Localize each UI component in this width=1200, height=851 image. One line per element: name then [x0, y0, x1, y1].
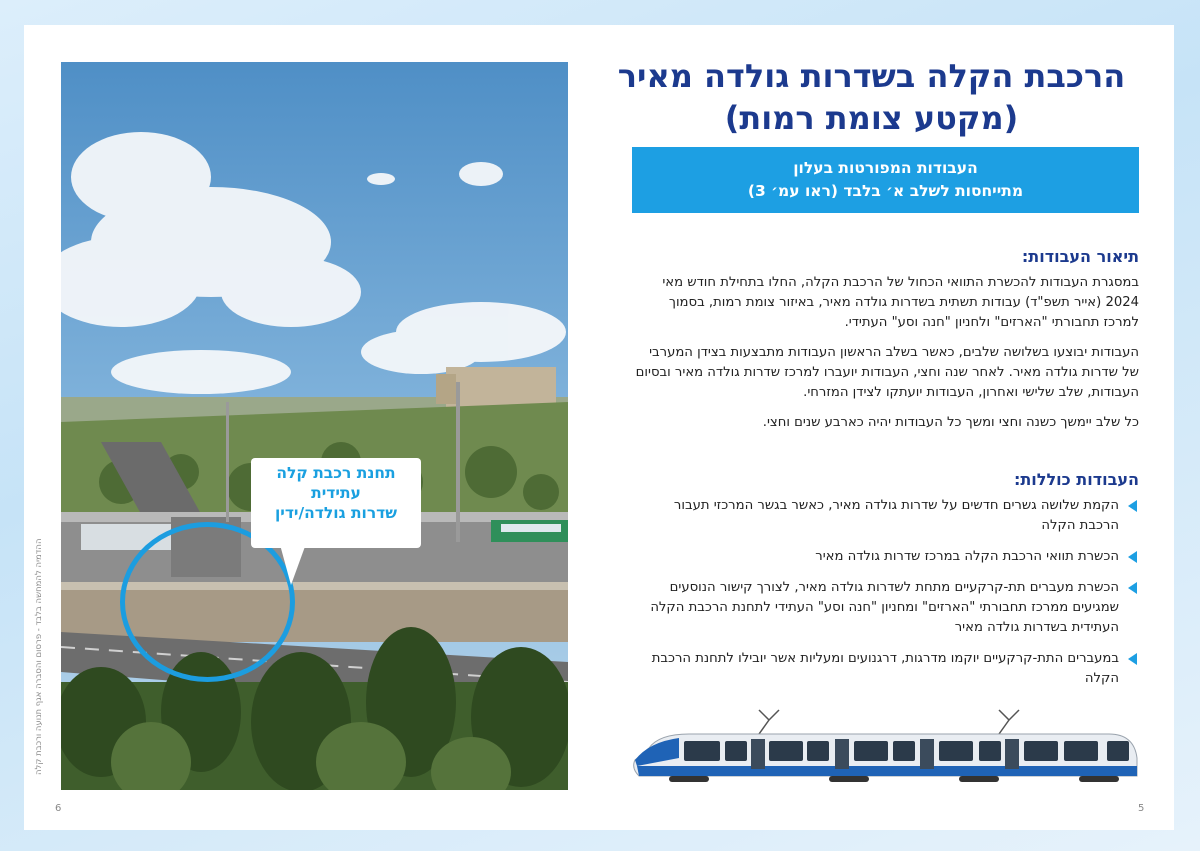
page-number-right: 5 — [1138, 803, 1145, 814]
station-callout — [251, 458, 421, 548]
info-box — [632, 147, 1139, 213]
title-line: (מקטע צומת רמות) — [724, 99, 1019, 137]
page-number-left: 6 — [55, 803, 62, 814]
tram-illustration — [629, 708, 1139, 790]
list-item: הכשרת תוואי הרכבת הקלה במרכז שדרות גולדה מאיר — [632, 547, 1139, 567]
callout-line: עתידית — [311, 484, 361, 502]
brochure-spread — [24, 25, 1174, 830]
callout-line: שדרות גולדה/ידין — [274, 504, 398, 522]
title-line: הרכבת הקלה בשדרות גולדה מאיר — [617, 57, 1126, 95]
list-item: הקמת שלושה גשרים חדשים על שדרות גולדה מאיר, כאשר בגשר המרכזי תעבור הרכבת הקלה — [632, 496, 1139, 536]
paragraph: במסגרת העבודות להכשרת התוואי הכחול של הרכבת הקלה, החלו בתחילת חודש מאי 2024 (אייר תשפ"ד) עבודות תשתית בשדרות גולדה מאיר, באיזור צומת רמות, בסמוך למרכז תחבורתי "הארזים" ולחניון "חנה וסע" העתידי. — [662, 275, 1139, 330]
arrow-bullet-icon — [1128, 582, 1137, 594]
paragraph: כל שלב יימשך כשנה וחצי ומשך כל העבודות יהיה כארבע שנים וחצי. — [762, 415, 1139, 430]
arrow-bullet-icon — [1128, 500, 1137, 512]
list-item: במעברים התת-קרקעיים יוקמו מדרגות, דרגנועים ומעליות אשר יובילו לתחנת הרכבת הקלה — [632, 649, 1139, 689]
works-heading: העבודות כוללות: — [1013, 470, 1139, 489]
info-line: העבודות המפורטות בעלון — [793, 159, 978, 177]
description-body — [632, 273, 1139, 443]
paragraph: העבודות יבוצעו בשלושה שלבים, כאשר בשלב הראשון העבודות מתבצעות בצידן המערבי של שדרות גולדה מאיר. לאחר שנה וחצי, העבודות יועברו למרכז שדרות גולדה מאיר ובסיום העבודות, שלב שלישי ואחרון, העבודות יועתקו לצידן המזרחי. — [635, 345, 1139, 400]
image-disclaimer: ההדמיה להמחשה בלבד - פרסום והסברה אגף תנועה ורכבת קלה — [34, 538, 44, 775]
rendering-photo — [61, 62, 568, 790]
list-item: הכשרת מעברים תת-קרקעיים מתחת לשדרות גולדה מאיר, לצורך קישור הנוסעים שמגיעים ממרכז תחבורתי "הארזים" ומחניון "חנה וסע" העתידי לתחנת הרכבת הקלה העתידית בשדרות גולדה מאיר — [632, 578, 1139, 638]
page-title — [604, 55, 1139, 139]
works-list — [632, 496, 1139, 700]
info-line: מתייחסות לשלב א׳ בלבד (ראו עמ׳ 3) — [747, 182, 1024, 200]
arrow-bullet-icon — [1128, 551, 1137, 563]
description-heading: תיאור העבודות: — [1021, 247, 1139, 266]
arrow-bullet-icon — [1128, 653, 1137, 665]
callout-line: תחנת רכבת קלה — [276, 464, 396, 482]
